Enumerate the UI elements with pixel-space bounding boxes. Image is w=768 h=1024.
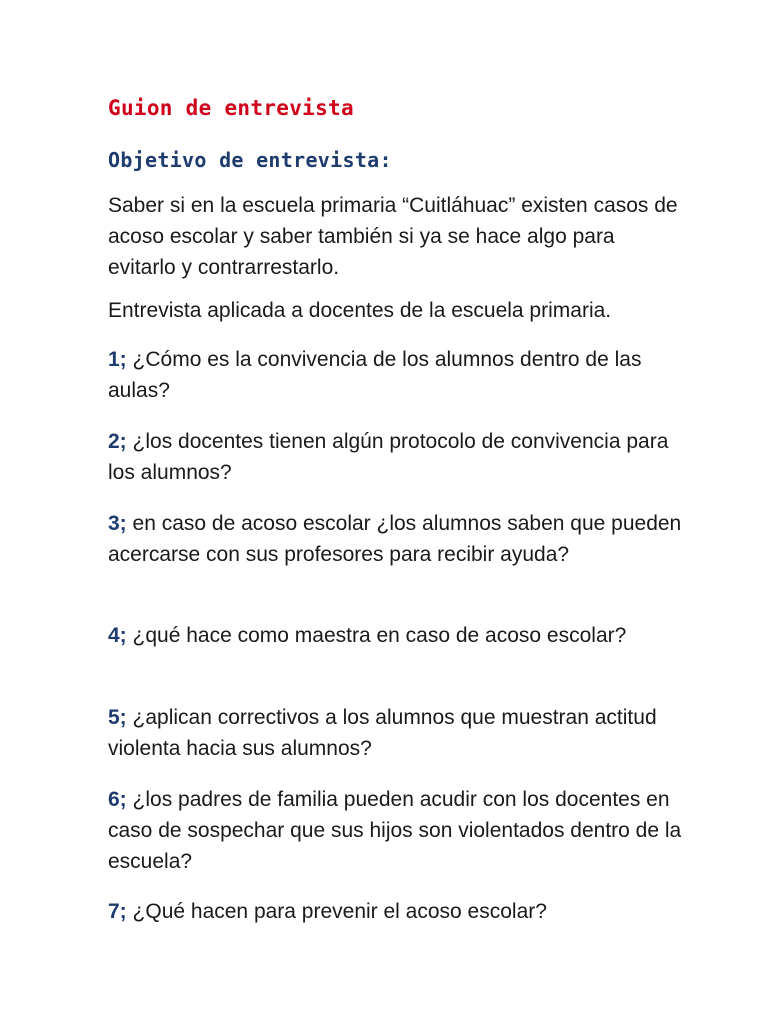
question-number: 4;	[108, 624, 127, 647]
question-item	[108, 620, 683, 651]
objective-paragraph: Saber si en la escuela primaria “Cuitláhuac” existen casos de acoso escolar y saber también si ya se hace algo para evitarlo y contrarrestarlo.	[108, 194, 678, 279]
objective-heading: Objetivo de entrevista:	[108, 148, 392, 172]
question-item	[108, 508, 683, 570]
question-number: 3;	[108, 512, 127, 535]
question-item	[108, 426, 683, 488]
question-text: ¿qué hace como maestra en caso de acoso escolar?	[132, 624, 627, 647]
question-text: en caso de acoso escolar ¿los alumnos saben que pueden acercarse con sus profesores para recibir ayuda?	[108, 512, 682, 566]
question-item	[108, 344, 683, 406]
question-item	[108, 784, 683, 877]
document-title: Guion de entrevista	[108, 96, 354, 120]
question-number: 1;	[108, 348, 127, 371]
question-number: 2;	[108, 430, 127, 453]
question-text: ¿los docentes tienen algún protocolo de convivencia para los alumnos?	[108, 430, 669, 484]
question-item	[108, 702, 683, 764]
question-number: 7;	[108, 900, 127, 923]
applied-paragraph: Entrevista aplicada a docentes de la escuela primaria.	[108, 299, 612, 322]
question-text: ¿Qué hacen para prevenir el acoso escolar?	[132, 900, 547, 923]
question-text: ¿los padres de familia pueden acudir con los docentes en caso de sospechar que sus hijos son violentados dentro de la escuela?	[108, 788, 682, 873]
question-item	[108, 896, 683, 927]
question-text: ¿aplican correctivos a los alumnos que muestran actitud violenta hacia sus alumnos?	[108, 706, 657, 760]
question-number: 5;	[108, 706, 127, 729]
question-number: 6;	[108, 788, 127, 811]
question-text: ¿Cómo es la convivencia de los alumnos dentro de las aulas?	[108, 348, 642, 402]
